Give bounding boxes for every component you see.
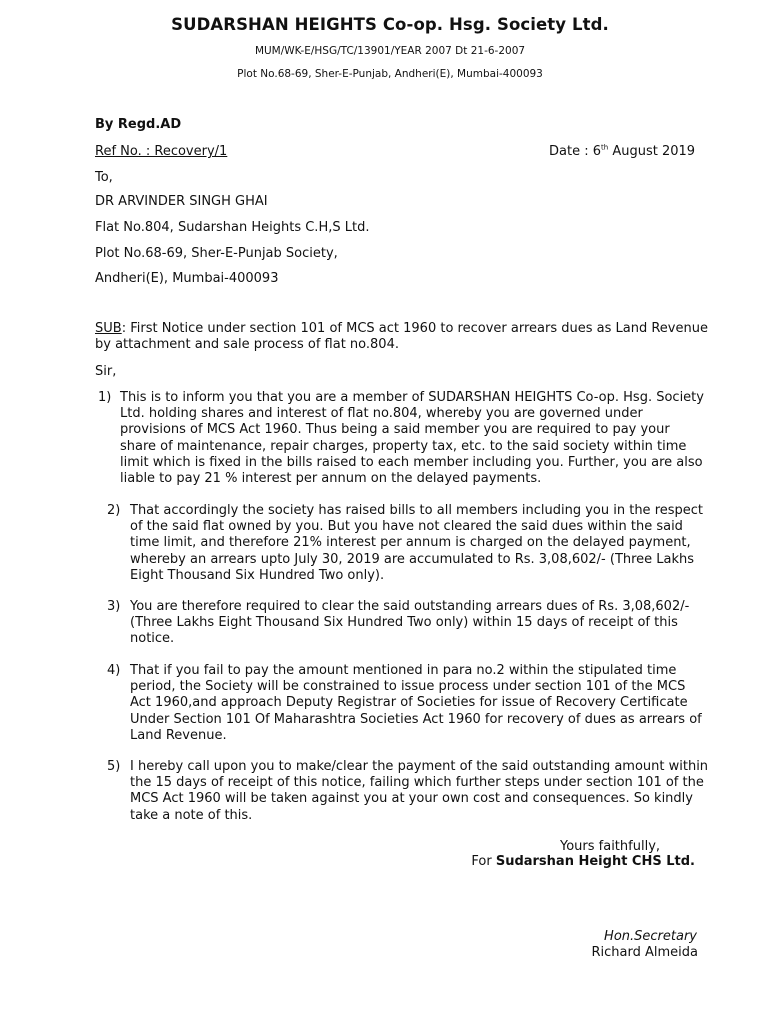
- subject-label: SUB: [95, 321, 122, 336]
- recipient-address-line-1: Flat No.804, Sudarshan Heights C.H,S Ltd.: [95, 220, 370, 235]
- point-number: 2): [107, 503, 121, 518]
- salutation: Sir,: [95, 364, 117, 379]
- point-number: 3): [107, 599, 121, 614]
- recipient-address-line-2: Plot No.68-69, Sher-E-Punjab Society,: [95, 246, 338, 261]
- society-address: Plot No.68-69, Sher-E-Punjab, Andheri(E), Mumbai-400093: [237, 68, 543, 80]
- point-1-text: This is to inform you that you are a member of SUDARSHAN HEIGHTS Co-op. Hsg. Society Ltd. holding shares and interest of flat no.804, whereby you are governed under provisions of MCS Act 1960. Thus being a said member you are required to pay your share of maintenance, repair charges, property tax, etc. to the said society within time limit which is fixed in the bills raised to each member including you. Further, you are also liable to pay 21 % interest per annum on the delayed payments.: [120, 390, 704, 487]
- point-number: 1): [98, 390, 112, 405]
- registration-number: MUM/WK-E/HSG/TC/13901/YEAR 2007 Dt 21-6-2007: [254, 45, 526, 57]
- subject: SUB: First Notice under section 101 of MCS act 1960 to recover arrears dues as Land Revenue by attachment and sale process of flat no.804.: [95, 321, 708, 353]
- for-organization: For Sudarshan Height CHS Ltd.: [471, 854, 695, 869]
- recipient-name: DR ARVINDER SINGH GHAI: [95, 194, 268, 209]
- point-3-text: You are therefore required to clear the said outstanding arrears dues of Rs. 3,08,602/- (Three Lakhs Eight Thousand Six Hundred Two only) within 15 days of receipt of this notice.: [130, 599, 690, 647]
- point-4-text: That if you fail to pay the amount mentioned in para no.2 within the stipulated time period, the Society will be constrained to issue process under section 101 of the MCS Act 1960,and approach Deputy Registrar of Societies for issue of Recovery Certificate Under Section 101 Of Maharashtra Societies Act 1960 for recovery of dues as arrears of Land Revenue.: [130, 663, 702, 743]
- point-2-text: That accordingly the society has raised bills to all members including you in the respect of the said flat owned by you. But you have not cleared the said dues within the said time limit, and therefore 21% interest per annum is charged on the delayed payment, whereby an arrears upto July 30, 2019 are accumulated to Rs. 3,08,602/- (Three Lakhs Eight Thousand Six Hundred Two only).: [130, 503, 704, 583]
- reference-number: Ref No. : Recovery/1: [95, 144, 228, 159]
- recipient-address-line-3: Andheri(E), Mumbai-400093: [95, 271, 279, 286]
- to-label: To,: [95, 170, 113, 185]
- point-number: 4): [107, 663, 121, 678]
- signatory-name: Richard Almeida: [591, 945, 698, 960]
- society-name: SUDARSHAN HEIGHTS Co-op. Hsg. Society Ltd.: [171, 15, 609, 34]
- closing: Yours faithfully,: [560, 839, 661, 854]
- letter-date: Date : 6th August 2019: [549, 143, 696, 159]
- point-number: 5): [107, 759, 121, 774]
- point-5-text: I hereby call upon you to make/clear the payment of the said outstanding amount within the 15 days of receipt of this notice, failing which further steps under section 101 of the MCS Act 1960 will be taken against you at your own cost and consequences. So kindly take a note of this.: [130, 759, 709, 823]
- delivery-mode: By Regd.AD: [95, 117, 182, 132]
- signatory-title: Hon.Secretary: [604, 929, 697, 944]
